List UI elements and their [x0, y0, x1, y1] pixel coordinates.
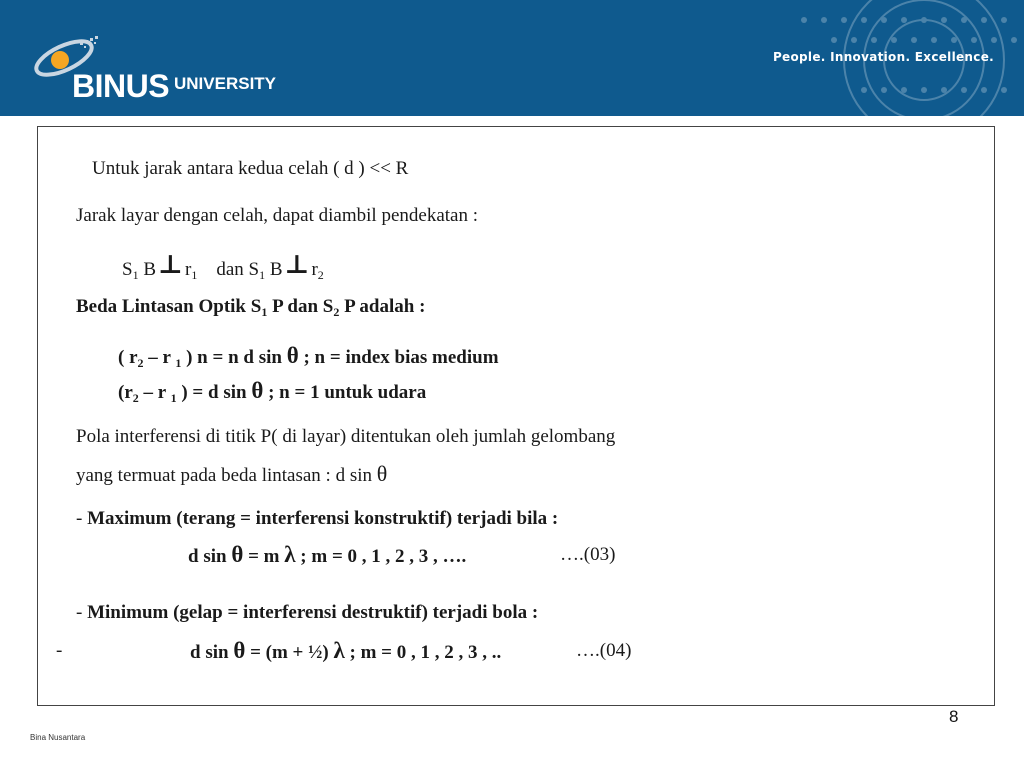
maximum-text: Maximum (terang = interferensi konstruktif) terjadi bila :	[87, 508, 559, 529]
heading-path-difference	[76, 296, 425, 320]
header-banner	[0, 0, 1024, 116]
s1-label: S	[122, 259, 133, 280]
heading-sub-a: 1	[261, 305, 268, 319]
theta-symbol: θ	[286, 343, 299, 368]
bullet-dash: -	[76, 508, 88, 529]
perpendicular-icon: ⊥	[158, 250, 183, 279]
b1-label: B	[143, 259, 157, 280]
text-line-2: Jarak layar dengan celah, dapat diambil pendekatan :	[76, 205, 478, 226]
r1-label: r	[184, 259, 192, 280]
heading-part-b: P dan S	[267, 296, 334, 317]
f5-sub2: 1	[175, 356, 182, 370]
formula-perpendicular	[122, 250, 324, 283]
bullet-dash: -	[76, 602, 88, 623]
formula-air	[118, 378, 426, 406]
s1b-subscript: 1	[259, 268, 266, 282]
text-line-8	[76, 461, 387, 487]
f6-d: ; n = 1 untuk udara	[263, 382, 427, 403]
f10-a: d sin	[188, 546, 232, 567]
formula-optical-path	[118, 343, 499, 371]
logo-wordmark: BINUS	[72, 68, 170, 104]
dan-label: dan S	[216, 259, 260, 280]
minimum-text: Minimum (gelap = interferensi destruktif) terjadi bola :	[87, 602, 539, 623]
bullet-dash-left: -	[56, 640, 63, 661]
page-number: 8	[949, 707, 959, 726]
heading-part-a: Beda Lintasan Optik S	[76, 296, 262, 317]
f6-sub2: 1	[170, 391, 177, 405]
f5-sub1: 2	[137, 356, 144, 370]
f5-b: – r	[143, 347, 176, 368]
lambda-symbol: λ	[333, 638, 345, 663]
f12-b: = (m + ½)	[245, 642, 334, 663]
theta-symbol: θ	[231, 542, 244, 567]
f6-a: (r	[118, 382, 133, 403]
text-line-1: Untuk jarak antara kedua celah ( d ) << R	[92, 158, 409, 179]
theta-symbol: θ	[376, 461, 388, 486]
r2-subscript: 2	[317, 268, 324, 282]
f12-a: d sin	[190, 642, 234, 663]
footer-text: Bina Nusantara	[30, 733, 86, 742]
heading-part-c: P adalah :	[339, 296, 426, 317]
f5-d: ; n = index bias medium	[298, 347, 499, 368]
r1-subscript: 1	[191, 268, 198, 282]
f5-a: ( r	[118, 347, 138, 368]
heading-sub-b: 2	[333, 305, 340, 319]
formula-minimum	[190, 638, 501, 664]
s1-subscript: 1	[132, 268, 139, 282]
maximum-heading	[76, 508, 558, 530]
tagline: People. Innovation. Excellence.	[772, 50, 994, 64]
text-line-7: Pola interferensi di titik P( di layar) ditentukan oleh jumlah gelombang	[76, 426, 616, 447]
theta-symbol: θ	[251, 378, 264, 403]
r2-label: r	[311, 259, 318, 280]
binus-logo	[24, 18, 304, 108]
f5-c: ) n = n d sin	[181, 347, 287, 368]
f6-sub1: 2	[132, 391, 139, 405]
b2-label: B	[269, 259, 283, 280]
f6-b: – r	[138, 382, 171, 403]
theta-symbol: θ	[233, 638, 246, 663]
f10-c: ; m = 0 , 1 , 2 , 3 , ….	[295, 546, 467, 567]
f10-b: = m	[243, 546, 285, 567]
lambda-symbol: λ	[284, 542, 296, 567]
formula-maximum	[188, 542, 466, 568]
equation-number-03: ….(03)	[560, 544, 616, 565]
equation-number-04: ….(04)	[576, 640, 632, 661]
perpendicular-icon: ⊥	[284, 250, 310, 279]
minimum-heading	[76, 602, 538, 624]
f6-c: ) = d sin	[176, 382, 252, 403]
logo-suffix: UNIVERSITY	[174, 74, 277, 93]
line8-text: yang termuat pada beda lintasan : d sin	[76, 465, 377, 486]
f12-c: ; m = 0 , 1 , 2 , 3 , ..	[344, 642, 502, 663]
